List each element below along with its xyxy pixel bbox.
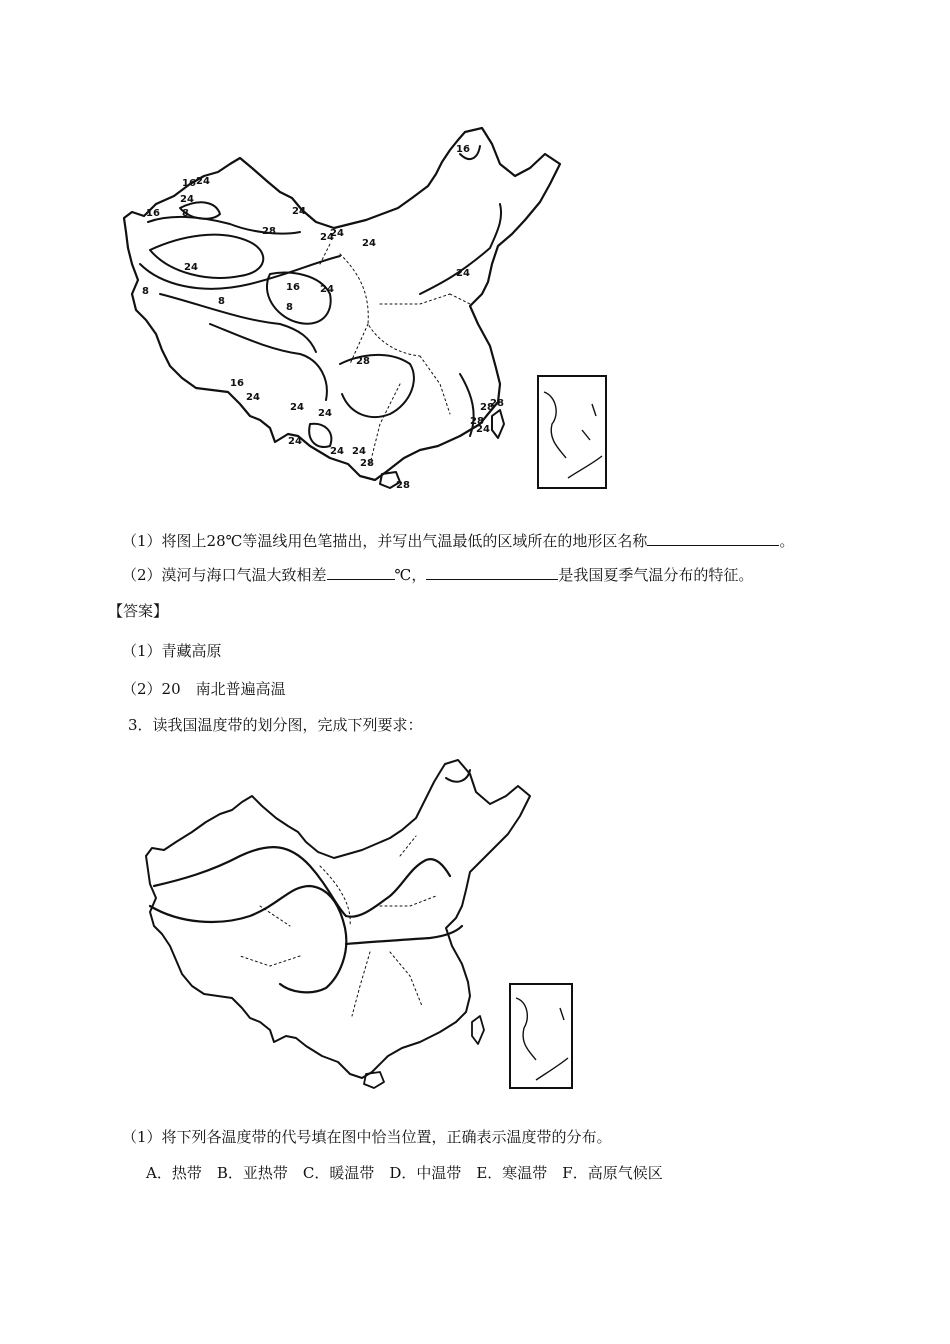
isotherm-line	[340, 355, 414, 417]
hainan-outline	[364, 1072, 384, 1088]
isotherm-label: 24	[180, 194, 194, 205]
isotherm-line	[309, 424, 331, 447]
taiwan-outline	[472, 1016, 484, 1044]
isotherm-label: 16	[286, 282, 300, 293]
isotherm-label: 8	[218, 296, 225, 307]
answer-blank[interactable]	[327, 565, 395, 580]
isotherm-label: 16	[230, 378, 244, 389]
isotherm-label: 8	[142, 286, 149, 297]
answer-heading: 【答案】	[108, 602, 169, 620]
isotherm-label: 24	[196, 176, 210, 187]
temperature-zone-map	[140, 756, 580, 1094]
isotherm-label: 24	[330, 228, 344, 239]
question-1-part-2-mid1: ℃，	[394, 566, 427, 584]
south-china-sea-inset	[510, 984, 572, 1088]
question-3-title: 3．读我国温度带的划分图，完成下列要求：	[128, 716, 423, 734]
province-border	[320, 244, 470, 464]
isotherm-line	[148, 217, 300, 234]
isotherm-label: 24	[290, 402, 304, 413]
isotherm-label: 24	[318, 408, 332, 419]
isotherm-line	[150, 235, 263, 278]
answer-2: （2）20 南北普遍高温	[122, 680, 286, 698]
question-1-part-2-prefix: （2）漠河与海口气温大致相差	[122, 566, 327, 584]
taiwan-outline	[492, 410, 504, 438]
isotherm-label: 28	[480, 402, 494, 413]
isotherm-label: 28	[356, 356, 370, 367]
zone-boundary	[346, 859, 450, 917]
answer-1: （1）青藏高原	[122, 642, 222, 660]
province-border	[240, 836, 436, 1016]
answer-blank[interactable]	[426, 565, 558, 580]
isotherm-label: 28	[360, 458, 374, 469]
isotherm-label: 24	[246, 392, 260, 403]
isotherm-label: 24	[320, 284, 334, 295]
isotherm-label: 24	[288, 436, 302, 447]
zone-boundary	[150, 886, 346, 992]
isotherm-label: 24	[476, 424, 490, 435]
answer-blank[interactable]	[647, 531, 779, 546]
isotherm-map	[120, 124, 620, 496]
isotherm-label: 8	[182, 208, 189, 219]
isotherm-label: 28	[262, 226, 276, 237]
isotherm-label: 24	[456, 268, 470, 279]
isotherm-label: 24	[352, 446, 366, 457]
question-1-part-1-prefix: （1）将图上28℃等温线用色笔描出，并写出气温最低的区域所在的地形区名称	[122, 532, 648, 550]
zone-boundary	[346, 926, 462, 944]
question-1-part-1	[122, 531, 794, 551]
question-1-part-2-mid2: 是我国夏季气温分布的特征。	[558, 566, 754, 584]
isotherm-label: 24	[362, 238, 376, 249]
isotherm-label: 16	[456, 144, 470, 155]
isotherm-line	[267, 273, 331, 324]
question-1-part-1-suffix: 。	[779, 532, 795, 550]
question-3-options: A．热带 B．亚热带 C．暖温带 D．中温带 E．寒温带 F．高原气候区	[146, 1164, 663, 1182]
isotherm-label: 28	[396, 480, 410, 491]
zone-boundary	[154, 847, 346, 916]
question-3-part-1: （1）将下列各温度带的代号填在图中恰当位置，正确表示温度带的分布。	[122, 1128, 612, 1146]
isotherm-label: 28	[490, 398, 504, 409]
isotherm-label: 8	[286, 302, 293, 313]
zone-boundary	[446, 770, 470, 782]
isotherm-label: 24	[184, 262, 198, 273]
isotherm-label: 24	[292, 206, 306, 217]
isotherm-line	[210, 324, 327, 400]
isotherm-label: 16	[182, 178, 196, 189]
isotherm-label: 24	[330, 446, 344, 457]
isotherm-label: 16	[146, 208, 160, 219]
isotherm-label: 24	[320, 232, 334, 243]
isotherm-line	[140, 256, 340, 289]
south-china-sea-inset	[538, 376, 606, 488]
isotherm-label: 28	[470, 416, 484, 427]
question-1-part-2	[122, 565, 753, 585]
